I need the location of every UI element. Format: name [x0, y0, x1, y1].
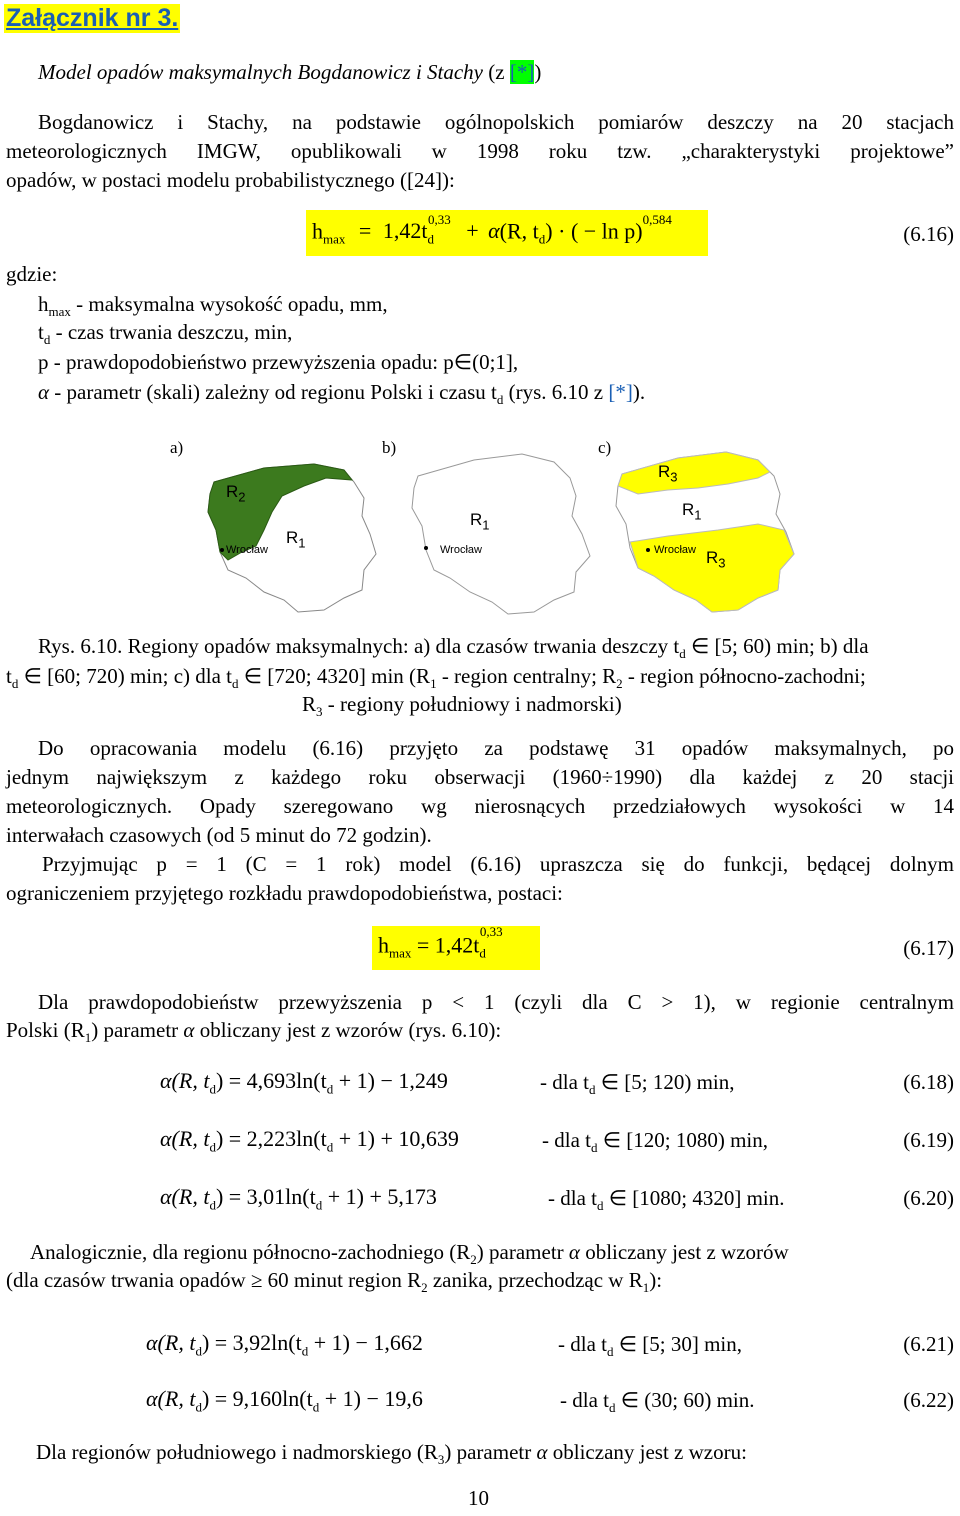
para3-line-2 [6, 1018, 501, 1046]
model-paragraph [6, 734, 954, 908]
eq622-rhs: ) = 9,160ln(t [201, 1386, 313, 1411]
para2-line-6: ograniczeniem przyjętego rozkładu prawdopodobieństwa, postaci: [6, 881, 563, 905]
eq622-rhs2: + 1) − 19,6 [319, 1386, 423, 1411]
eq618-sub: d [209, 1081, 216, 1097]
map-c-r3top-text: R [658, 462, 671, 481]
eq619-sub: d [209, 1139, 216, 1155]
map-c-label-r1 [682, 500, 702, 522]
subtitle-ref-link[interactable]: [*] [509, 60, 535, 84]
map-c-r1-text: R [682, 500, 695, 519]
eq621-lhs: α(R, t [146, 1330, 196, 1355]
para4-line-1 [30, 1240, 789, 1268]
map-a-label-r1 [286, 528, 306, 550]
para3-line-1: Dla prawdopodobieństw przewyższenia p < 1 (czyli dla C > 1), w regionie centralnym [38, 990, 954, 1014]
where-label: gdzie: [6, 262, 58, 286]
caption-l2-b: ∈ [60; 720) min; c) dla t [18, 664, 233, 688]
eq619-lhs: α(R, t [160, 1126, 210, 1151]
figure-caption-line-3 [302, 692, 622, 720]
eq620-rhs: ) = 3,01ln(t [215, 1184, 316, 1209]
para5-alpha: α [536, 1440, 548, 1464]
caption-l3-a: R [302, 692, 317, 716]
intro-paragraph [6, 108, 954, 195]
eq616-close: ) [545, 218, 553, 244]
eq617-body: = 1,42t [416, 932, 480, 958]
para4-l2-a: (dla czasów trwania opadów ≥ 60 minut region R [6, 1268, 422, 1292]
caption-l3-b: - regiony południowy i nadmorski) [322, 692, 622, 716]
para3-l2-alpha: α [183, 1018, 195, 1042]
page-title: Załącznik nr 3. [6, 4, 179, 32]
intro-line-2: meteorologicznych IMGW, opublikowali w 1998 roku tzw. „charakterystyki projektowe” [6, 139, 954, 163]
eq619-csub: d [590, 1140, 598, 1156]
map-c-r1-sub: 1 [694, 507, 702, 523]
map-b-city-dot [424, 546, 428, 550]
para2-line-5: Przyjmując p = 1 (C = 1 rok) model (6.16) upraszcza się do funkcji, będącej dolnym [42, 852, 954, 876]
equation-6-16 [312, 212, 672, 248]
eq620-rhs2: + 1) + 5,173 [322, 1184, 437, 1209]
caption-l2-d: - region centralny; R [436, 664, 617, 688]
eq621-cond: - dla t [558, 1332, 607, 1356]
where-h-sub: max [48, 304, 71, 320]
para5-a: Dla regionów południowego i nadmorskiego (R [36, 1440, 438, 1464]
eq621-csub: d [606, 1344, 614, 1360]
para4-l1-a: Analogicznie, dla regionu północno-zachodniego (R [30, 1240, 471, 1264]
eq618-range: ∈ [5; 120) min, [595, 1070, 735, 1094]
para3-l2-b: ) parametr [91, 1018, 184, 1042]
where-alpha-desc2: (rys. 6.10 z [508, 380, 609, 404]
map-a-r1-sub: 1 [298, 535, 306, 551]
para2-line-3: meteorologicznych. Opady szeregowano wg nierosnących przedziałowych wysokości w 14 [6, 794, 954, 818]
para4-l1-b: ) parametr [476, 1240, 569, 1264]
eq616-sub-d: d [427, 231, 434, 247]
eq622-lhs: α(R, t [146, 1386, 196, 1411]
eq620-cond: - dla t [548, 1186, 597, 1210]
equation-number-6-18: (6.18) [903, 1070, 954, 1094]
where-t [38, 320, 292, 348]
eq621-rhs: ) = 3,92ln(t [201, 1330, 302, 1355]
eq616-plus: + [466, 218, 479, 244]
eq618-sub2: d [326, 1081, 334, 1097]
equation-6-20-condition [548, 1186, 785, 1214]
para4-l2-sub2: 1 [642, 1280, 650, 1296]
page-number: 10 [468, 1486, 489, 1510]
para4-line-2 [6, 1268, 662, 1296]
caption-l3-sub: 3 [316, 704, 323, 720]
subtitle-text: Model opadów maksymalnych Bogdanowicz i Stachy [38, 60, 483, 84]
para4-l2-c: ): [649, 1268, 663, 1292]
equation-number-6-20: (6.20) [903, 1186, 954, 1210]
figure-label-a: a) [170, 438, 184, 457]
eq620-range: ∈ [1080; 4320] min. [603, 1186, 785, 1210]
eq616-exp1: 0,33 [427, 212, 451, 227]
map-c-r3bot-text: R [706, 548, 719, 567]
equation-number-6-21: (6.21) [903, 1332, 954, 1356]
where-alpha-sub: d [496, 392, 504, 408]
caption-l2-sub4: 2 [616, 676, 623, 692]
map-b-outline [412, 454, 590, 614]
equation-6-18 [160, 1068, 448, 1097]
where-h-symbol: h [38, 292, 49, 316]
eq616-sub-max: max [323, 231, 346, 247]
eq616-equals: = [358, 218, 372, 244]
map-c [608, 450, 808, 620]
equation-6-19 [160, 1126, 459, 1155]
eq616-h: h [312, 218, 323, 244]
caption-l1-sub: d [679, 646, 686, 662]
equation-6-17 [378, 924, 509, 962]
map-b-r1-text: R [470, 510, 483, 529]
eq622-cond: - dla t [560, 1388, 609, 1412]
equation-6-21 [146, 1330, 423, 1359]
where-alpha [38, 380, 645, 408]
caption-l2-sub1: d [11, 676, 19, 692]
figure-caption-line-1 [38, 634, 869, 662]
eq621-rhs2: + 1) − 1,662 [308, 1330, 423, 1355]
section-subtitle [38, 60, 541, 85]
map-b-label-r1 [470, 510, 490, 532]
map-c-r3top-sub: 3 [670, 469, 678, 485]
where-p: p - prawdopodobieństwo przewyższenia opadu: p∈(0;1], [38, 350, 519, 374]
where-t-desc: - czas trwania deszczu, min, [55, 320, 293, 344]
map-c-city-dot [646, 548, 650, 552]
eq618-rhs: ) = 4,693ln(t [215, 1068, 327, 1093]
eq621-range: ∈ [5; 30] min, [613, 1332, 743, 1356]
caption-l1-a: Rys. 6.10. Regiony opadów maksymalnych: a) dla czasów trwania deszczy t [38, 634, 680, 658]
intro-line-1: Bogdanowicz i Stachy, na podstawie ogólnopolskich pomiarów deszczy na 20 stacjach [38, 110, 954, 134]
where-alpha-end: ). [632, 380, 646, 404]
para5-b: ) parametr [444, 1440, 537, 1464]
map-a-city: Wrocław [226, 544, 268, 556]
eq617-exp: 0,33 [479, 924, 503, 939]
map-a-label-r2 [226, 482, 246, 504]
para4-l1-alpha: α [568, 1240, 580, 1264]
eq622-csub: d [608, 1400, 616, 1416]
equation-number-6-22: (6.22) [903, 1388, 954, 1412]
eq619-cond: - dla t [542, 1128, 591, 1152]
eq616-sub-d2: d [538, 231, 546, 247]
para3-l2-c: obliczany jest z wzorów (rys. 6.10): [194, 1018, 502, 1042]
equation-6-22 [146, 1386, 423, 1415]
map-a-r1-text: R [286, 528, 299, 547]
equation-6-20 [160, 1184, 437, 1213]
para5-sub: 3 [437, 1452, 445, 1468]
figure-label-c: c) [598, 438, 612, 457]
caption-l2-sub2: d [232, 676, 239, 692]
para4-l2-sub: 2 [421, 1280, 428, 1296]
eq620-csub: d [596, 1198, 604, 1214]
para5-c: obliczany jest z wzoru: [547, 1440, 747, 1464]
eq618-csub: d [588, 1082, 596, 1098]
equation-number-6-17: (6.17) [903, 936, 954, 960]
caption-l2-a: t [6, 664, 12, 688]
figure-caption-line-2 [6, 664, 866, 692]
para3-l2-a: Polski (R [6, 1018, 85, 1042]
para5-line [36, 1440, 747, 1468]
equation-number-6-16: (6.16) [903, 222, 954, 246]
equation-6-22-condition [560, 1388, 755, 1416]
eq616-exp2: 0,584 [642, 212, 672, 227]
where-h [38, 292, 388, 320]
subtitle-ref-close: ) [534, 60, 542, 84]
equation-6-19-condition [542, 1128, 768, 1156]
eq619-rhs2: + 1) + 10,639 [333, 1126, 459, 1151]
eq616-args: (R, t [499, 218, 539, 244]
where-t-sub: d [43, 332, 51, 348]
map-a-r2-sub: 2 [238, 489, 246, 505]
eq616-dot: · [558, 218, 566, 244]
map-a-city-dot [220, 548, 224, 552]
where-ref-link[interactable]: [*] [608, 380, 633, 404]
figure-label-b: b) [382, 438, 397, 457]
map-b-city: Wrocław [440, 544, 482, 556]
para4-l2-b: zanika, przechodząc w R [427, 1268, 643, 1292]
caption-l1-b: ∈ [5; 60) min; b) dla [685, 634, 869, 658]
eq616-ln: ( − ln p) [570, 218, 643, 244]
map-c-city: Wrocław [654, 544, 696, 556]
map-b-r1-sub: 1 [482, 517, 490, 533]
eq618-rhs2: + 1) − 1,249 [333, 1068, 448, 1093]
eq616-alpha: α [488, 218, 500, 244]
map-c-r3bot-sub: 3 [718, 555, 726, 571]
equation-6-21-condition [558, 1332, 742, 1360]
eq618-lhs: α(R, t [160, 1068, 210, 1093]
where-alpha-desc: - parametr (skali) zależny od regionu Polski i czasu t [54, 380, 497, 404]
eq620-sub: d [209, 1197, 216, 1213]
para4-l1-c: obliczany jest z wzorów [579, 1240, 789, 1264]
caption-l2-e: - region północno-zachodni; [622, 664, 866, 688]
eq622-range: ∈ (30; 60) min. [615, 1388, 755, 1412]
map-c-label-r3-bottom [706, 548, 726, 570]
eq617-h: h [378, 932, 389, 958]
where-h-desc: - maksymalna wysokość opadu, mm, [76, 292, 388, 316]
caption-l2-c: ∈ [720; 4320] min (R [238, 664, 431, 688]
para2-line-4: interwałach czasowych (od 5 minut do 72 godzin). [6, 823, 432, 847]
eq618-cond: - dla t [540, 1070, 589, 1094]
equation-6-18-condition [540, 1070, 735, 1098]
eq617-sub-d: d [479, 945, 486, 961]
intro-line-3: opadów, w postaci modelu probabilistycznego ([24]): [6, 168, 455, 192]
map-a-r2-text: R [226, 482, 239, 501]
subtitle-ref-open: (z [488, 60, 510, 84]
eq620-lhs: α(R, t [160, 1184, 210, 1209]
eq619-rhs: ) = 2,223ln(t [215, 1126, 327, 1151]
eq619-range: ∈ [120; 1080) min, [597, 1128, 769, 1152]
eq622-sub: d [195, 1399, 202, 1415]
para2-line-2: jednym największym z każdego roku obserwacji (1960÷1990) dla każdej z 20 stacji [6, 765, 954, 789]
eq617-sub-max: max [389, 945, 412, 961]
eq622-sub2: d [312, 1399, 320, 1415]
where-alpha-symbol: α [38, 380, 50, 404]
caption-l2-sub3: 1 [430, 676, 437, 692]
eq621-sub: d [195, 1343, 202, 1359]
eq619-sub2: d [326, 1139, 334, 1155]
eq621-sub2: d [301, 1343, 309, 1359]
para4-l1-sub: 2 [470, 1252, 477, 1268]
para3-l2-sub: 1 [84, 1030, 92, 1046]
where-t-symbol: t [38, 320, 44, 344]
map-c-label-r3-top [658, 462, 678, 484]
eq620-sub2: d [315, 1197, 323, 1213]
map-b [404, 452, 604, 622]
equation-number-6-19: (6.19) [903, 1128, 954, 1152]
eq616-coef: 1,42t [382, 218, 428, 244]
para2-line-1: Do opracowania modelu (6.16) przyjęto za podstawę 31 opadów maksymalnych, po [38, 736, 954, 760]
